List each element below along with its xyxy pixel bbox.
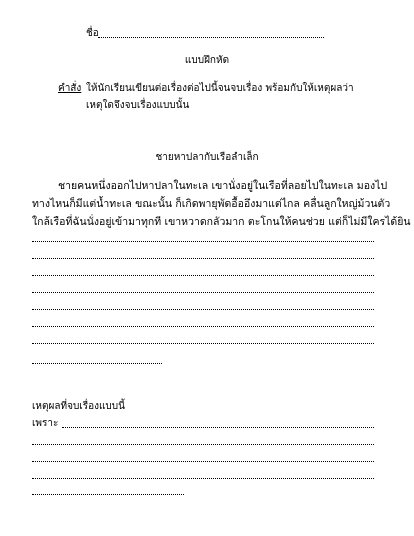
story-line-1: ชายคนหนึ่งออกไปหาปลาในทะเล เขานั่งอยู่ในเรือที่ลอยไปในทะเล มองไป (58, 180, 388, 192)
worksheet-title: แบบฝึกหัด (184, 55, 230, 66)
story-line-2: ทางไหนก็มีแต่น้ำทะเล ขณะนั้น ก็เกิดพายุพัดอื้ออึงมาแต่ไกล คลื่นลูกใหญ่ม้วนตัว (32, 198, 391, 210)
writing-line (32, 343, 374, 344)
writing-line (32, 258, 374, 259)
story-title: ชายหาปลากับเรือลำเล็ก (155, 152, 259, 163)
writing-line (32, 241, 374, 242)
writing-line (32, 309, 374, 310)
instruction-label: คำสั่ง (58, 83, 82, 94)
instruction-text-line-2: เหตุใดจึงจบเรื่องแบบนั้น (86, 100, 190, 111)
reason-writing-line (32, 444, 374, 445)
instruction-text-line-1: ให้นักเรียนเขียนต่อเรื่องต่อไปนี้จนจบเรื่อง พร้อมกับให้เหตุผลว่า (86, 83, 354, 94)
name-label: ชื่อ (86, 28, 99, 39)
writing-line-short (32, 363, 162, 364)
reason-writing-line (62, 427, 374, 428)
writing-line (32, 292, 374, 293)
reason-writing-line (32, 478, 374, 479)
name-write-line (98, 37, 324, 38)
reason-heading: เหตุผลที่จบเรื่องแบบนี้ (32, 401, 125, 412)
writing-line (32, 326, 374, 327)
story-line-3: ใกล้เรือที่ฉันนั่งอยู่เข้ามาทุกที เขาหวาดกลัวมาก ตะโกนให้คนช่วย แต่ก็ไม่มีใครได้ยิน (32, 216, 411, 228)
reason-writing-line (32, 461, 374, 462)
because-label: เพราะ (32, 418, 59, 429)
reason-writing-line-short (32, 494, 184, 495)
writing-line (32, 275, 374, 276)
